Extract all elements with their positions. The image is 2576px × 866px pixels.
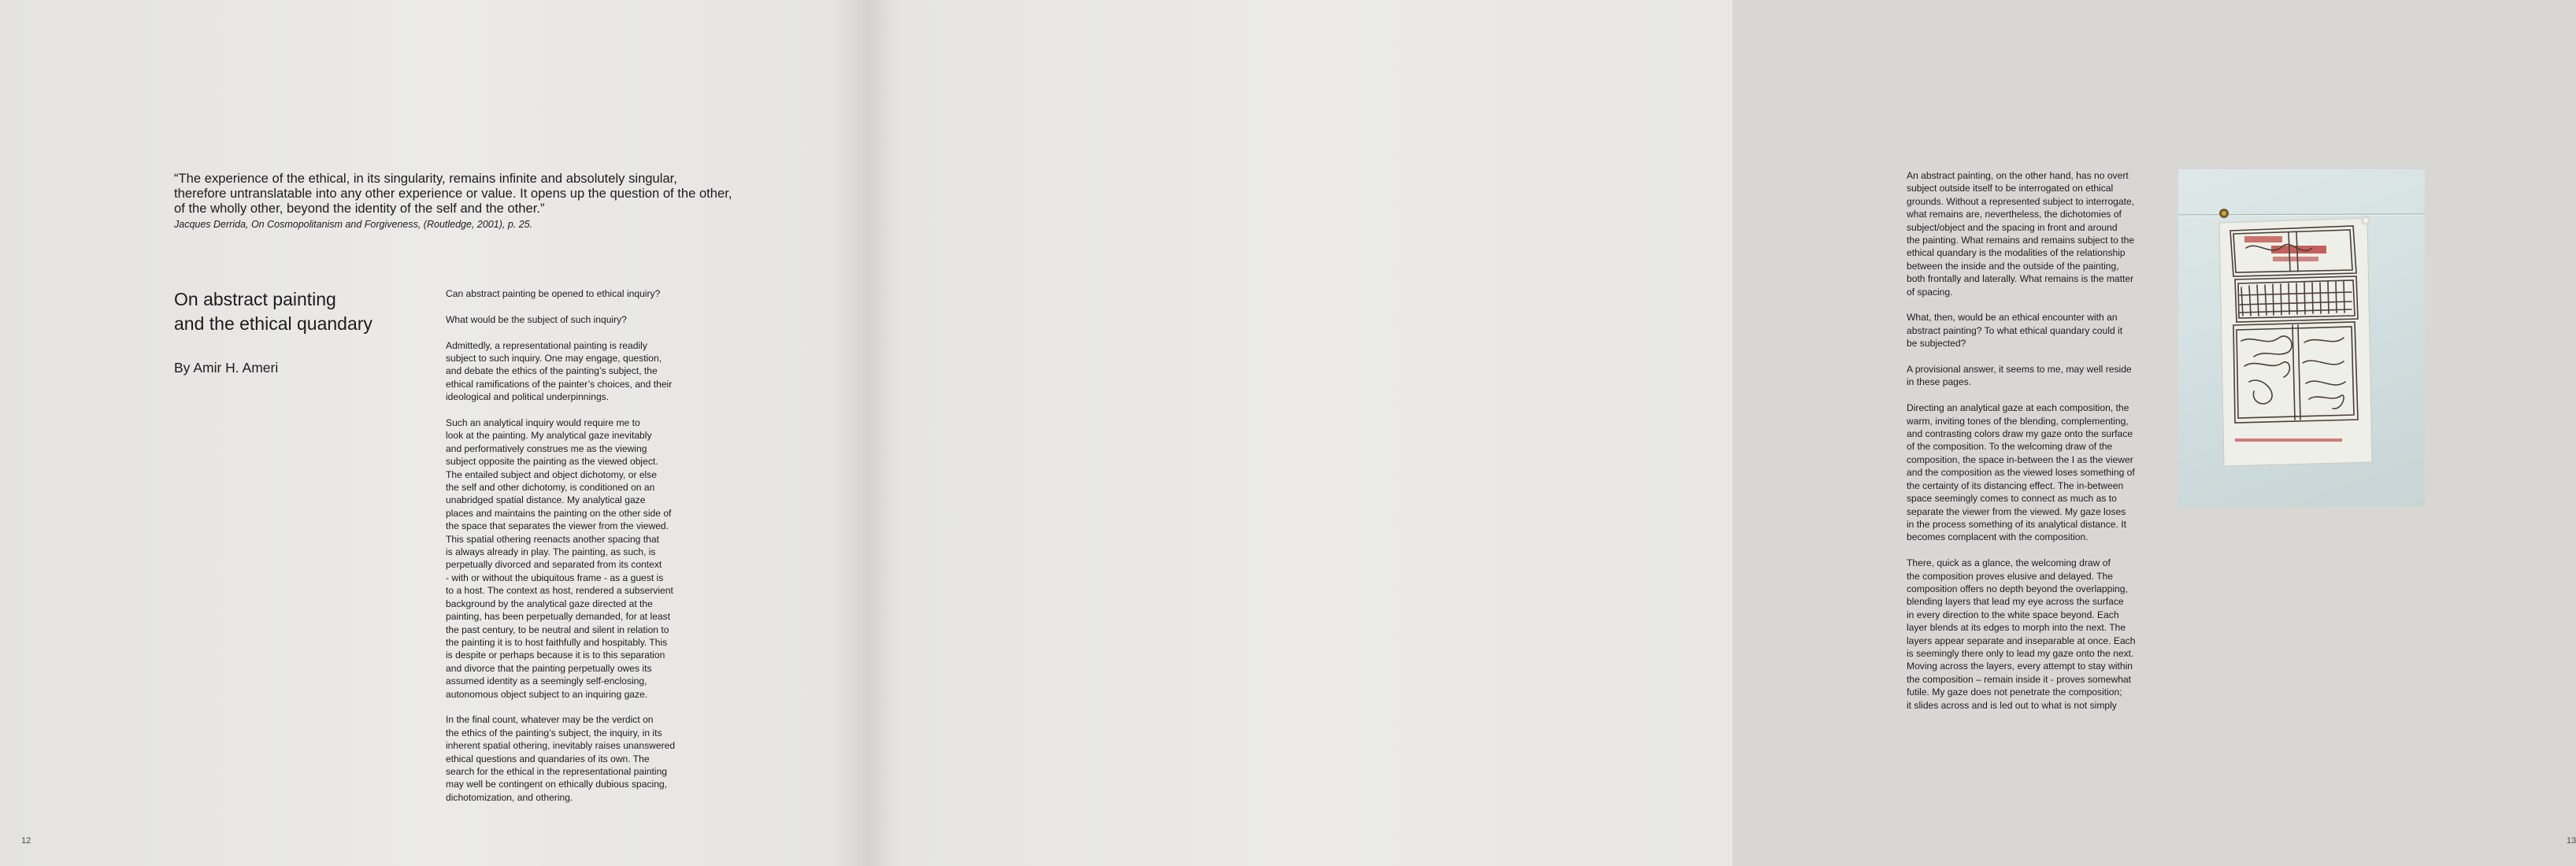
- right-page: [866, 0, 2576, 866]
- body-column-right: [1907, 169, 2166, 724]
- body-line: subject/object and the spacing in front and around: [1907, 221, 2118, 233]
- body-line: subject outside itself to be interrogated on ethical: [1907, 183, 2114, 194]
- body-paragraph: [1907, 557, 2166, 712]
- body-line: and debate the ethics of the painting’s subject, the: [446, 365, 658, 377]
- body-line: the composition – remain inside it - proves somewhat: [1907, 673, 2132, 685]
- body-line: separate the viewer from the viewed. My gaze loses: [1907, 505, 2126, 517]
- body-line: This spatial othering reenacts another spacing that: [446, 533, 659, 545]
- body-line: futile. My gaze does not penetrate the composition;: [1907, 687, 2122, 698]
- body-line: what remains are, nevertheless, the dichotomies of: [1907, 209, 2122, 220]
- body-line: may well be contingent on ethically dubious spacing,: [446, 779, 668, 790]
- epigraph-citation: Jacques Derrida, On Cosmopolitanism and Forgiveness, (Routledge, 2001), p. 25.: [174, 219, 533, 230]
- body-line: background by the analytical gaze directed at the: [446, 598, 653, 609]
- epigraph-line: therefore untranslatable into any other experience or value. It opens up the question of the other,: [174, 186, 732, 201]
- body-line: between the inside and the outside of the painting,: [1907, 260, 2119, 272]
- body-line: composition, the space in-between the I as the viewer: [1907, 453, 2133, 465]
- body-line: Such an analytical inquiry would require me to: [446, 417, 640, 429]
- artwork-photo: [2178, 169, 2425, 506]
- body-line: is despite or perhaps because it is to this separation: [446, 650, 665, 661]
- epigraph-line: of the wholly other, beyond the identity of the self and the other.”: [174, 201, 545, 216]
- epigraph: [174, 171, 773, 231]
- body-line: unabridged spatial distance. My analytical gaze: [446, 494, 646, 506]
- poster: [2219, 218, 2372, 466]
- body-line: of the composition. To the welcoming draw of the: [1907, 441, 2113, 453]
- body-line: blending layers that lead my eye across the surface: [1907, 596, 2124, 608]
- body-line: in the process something of its analytical distance. It: [1907, 518, 2126, 530]
- body-line: the space that separates the viewer from the viewed.: [446, 520, 669, 532]
- body-column-left: [446, 287, 706, 817]
- body-paragraph: [1907, 169, 2166, 298]
- body-line: painting, has been perpetually demanded, for at least: [446, 611, 671, 623]
- body-line: and performatively construes me as the viewing: [446, 442, 647, 454]
- body-line: the painting it is to host faithfully and hospitably. This: [446, 636, 668, 648]
- body-line: space seemingly comes to connect as much as to: [1907, 493, 2117, 505]
- body-line: autonomous object subject to an inquiring gaze.: [446, 688, 648, 700]
- author-byline: By Amir H. Ameri: [174, 360, 279, 376]
- body-line: - with or without the ubiquitous frame - as a guest is: [446, 572, 664, 583]
- body-line: is always already in play. The painting, as such, is: [446, 546, 656, 558]
- epigraph-quote: [174, 171, 773, 216]
- body-line: composition offers no depth beyond the overlapping,: [1907, 583, 2128, 594]
- epigraph-line: “The experience of the ethical, in its singularity, remains infinite and absolutely singular,: [174, 171, 677, 186]
- body-line: the painting. What remains and remains subject to the: [1907, 235, 2135, 246]
- essay-title-line: and the ethical quandary: [174, 313, 373, 334]
- body-line: is seemingly there only to lead my gaze onto the next.: [1907, 647, 2134, 659]
- body-line: and contrasting colors draw my gaze onto the surface: [1907, 428, 2133, 440]
- body-line: subject to such inquiry. One may engage, question,: [446, 353, 662, 364]
- body-line: Admittedly, a representational painting is readily: [446, 339, 647, 351]
- body-line: the ethics of the painting’s subject, the inquiry, in its: [446, 727, 662, 738]
- body-line: search for the ethical in the representational painting: [446, 765, 668, 777]
- left-page: [0, 0, 866, 866]
- body-line: the past century, to be neutral and silent in relation to: [446, 624, 669, 635]
- body-line: abstract painting? To what ethical quandary could it: [1907, 324, 2123, 336]
- body-line: of spacing.: [1907, 286, 1953, 298]
- body-line: and the composition as the viewed loses something of: [1907, 467, 2135, 479]
- body-line: dichotomization, and othering.: [446, 791, 573, 803]
- body-line: grounds. Without a represented subject to interrogate,: [1907, 195, 2135, 207]
- body-line: ideological and political underpinnings.: [446, 391, 610, 403]
- essay-title: [174, 287, 373, 336]
- artwork-photo-illustration: [2178, 169, 2425, 506]
- body-line: both frontally and laterally. What remains is the matter: [1907, 273, 2134, 285]
- body-line: inherent spatial othering, inevitably raises unanswered: [446, 740, 676, 752]
- body-line: the composition proves elusive and delayed. The: [1907, 570, 2113, 582]
- body-line: places and maintains the painting on the other side of: [446, 507, 672, 519]
- body-line: ethical ramifications of the painter’s choices, and their: [446, 378, 673, 390]
- body-paragraph: [446, 339, 706, 404]
- body-line: the self and other dichotomy, is conditioned on an: [446, 482, 655, 494]
- body-line: Directing an analytical gaze at each composition, the: [1907, 402, 2129, 414]
- body-line: to a host. The context as host, rendered a subservient: [446, 585, 673, 597]
- body-line: The entailed subject and object dichotomy, or else: [446, 468, 658, 480]
- body-line: the certainty of its distancing effect. The in-between: [1907, 479, 2124, 491]
- body-line: Moving across the layers, every attempt to stay within: [1907, 661, 2133, 672]
- body-line: layers appear separate and inseparable at once. Each: [1907, 635, 2136, 646]
- essay-title-line: On abstract painting: [174, 289, 336, 309]
- body-line: be subjected?: [1907, 338, 1966, 350]
- body-line: subject opposite the painting as the viewed object.: [446, 456, 658, 468]
- page-number: 12: [21, 836, 32, 846]
- body-line: In the final count, whatever may be the verdict on: [446, 714, 654, 726]
- body-line: layer blends at its edges to morph into the next. The: [1907, 622, 2126, 634]
- body-line: A provisional answer, it seems to me, may well reside: [1907, 364, 2132, 376]
- body-line: and divorce that the painting perpetually owes its: [446, 662, 652, 674]
- page-number: 13: [2567, 836, 2576, 846]
- body-paragraph: [446, 287, 706, 300]
- body-line: becomes complacent with the composition.: [1907, 531, 2089, 543]
- body-line: assumed identity as a seemingly self-enclosing,: [446, 675, 647, 687]
- body-paragraph: [1907, 311, 2166, 350]
- body-line: in every direction to the white space beyond. Each: [1907, 609, 2119, 620]
- body-paragraph: [1907, 363, 2166, 389]
- body-line: ethical questions and quandaries of its own. The: [446, 753, 650, 764]
- body-line: ethical quandary is the modalities of the relationship: [1907, 247, 2126, 259]
- body-line: in these pages.: [1907, 376, 1972, 388]
- body-paragraph: [446, 713, 706, 804]
- body-line: There, quick as a glance, the welcoming draw of: [1907, 557, 2111, 569]
- body-line: it slides across and is led out to what is not simply: [1907, 699, 2117, 711]
- body-line: Can abstract painting be opened to ethical inquiry?: [446, 288, 661, 299]
- body-line: perpetually divorced and separated from its context: [446, 559, 662, 571]
- body-line: look at the painting. My analytical gaze inevitably: [446, 430, 652, 442]
- body-paragraph: [1907, 402, 2166, 543]
- body-line: An abstract painting, on the other hand, has no overt: [1907, 170, 2129, 181]
- body-line: What, then, would be an ethical encounter with an: [1907, 312, 2118, 324]
- body-paragraph: [446, 313, 706, 326]
- body-line: What would be the subject of such inquiry?: [446, 313, 627, 325]
- body-line: warm, inviting tones of the blending, complementing,: [1907, 415, 2129, 427]
- body-paragraph: [446, 416, 706, 701]
